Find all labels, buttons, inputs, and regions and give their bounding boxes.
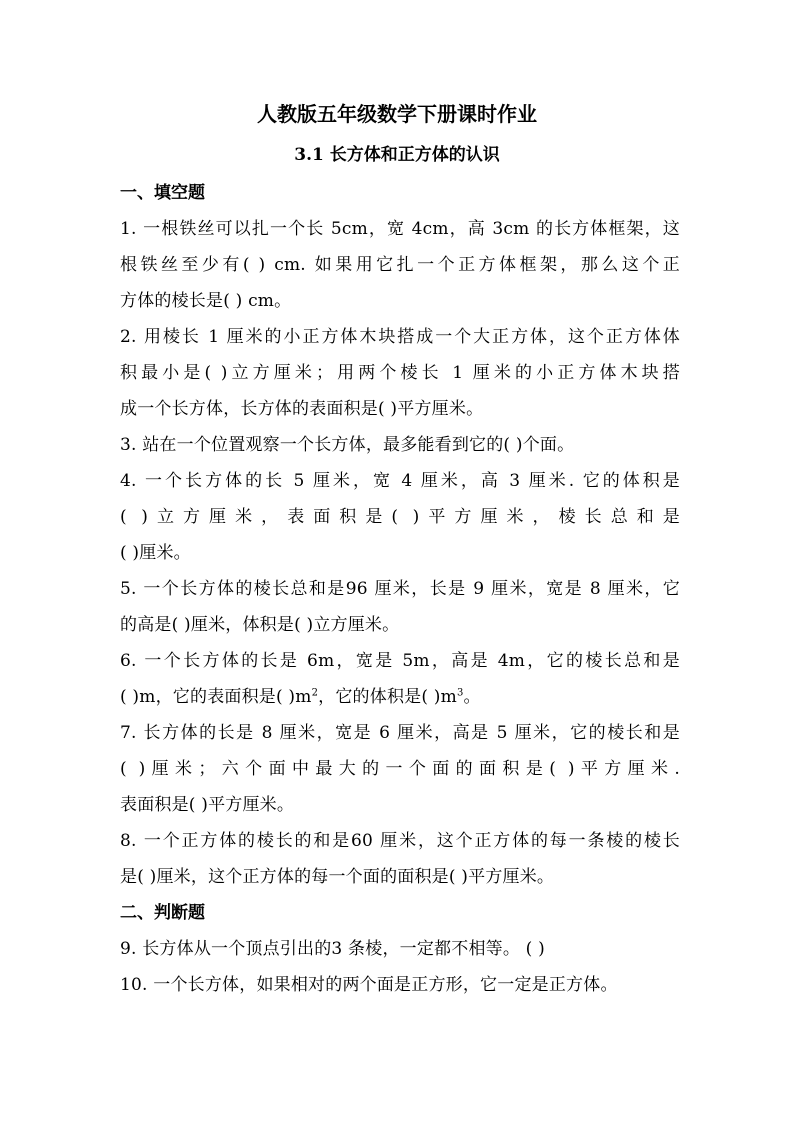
question-line: ( )立方厘米，表面积是( )平方厘米，棱长总和是 — [120, 507, 680, 527]
question-line: 积最小是( )立方厘米；用两个棱长 1 厘米的小正方体木块搭 — [120, 363, 680, 383]
question-line: 1. 一根铁丝可以扎一个长 5cm，宽 4cm，高 3cm 的长方体框架，这 — [120, 219, 680, 239]
question-line: 方体的棱长是( ) cm。 — [120, 291, 292, 311]
question-line: 9. 长方体从一个顶点引出的3 条棱，一定都不相等。 ( ) — [120, 939, 545, 959]
question-line-with-units — [120, 682, 680, 707]
question-line: 3. 站在一个位置观察一个长方体，最多能看到它的( )个面。 — [120, 435, 575, 455]
question-line: 的高是( )厘米，体积是( )立方厘米。 — [120, 615, 400, 635]
question-line: 8. 一个正方体的棱长的和是60 厘米，这个正方体的每一条棱的棱长 — [120, 831, 680, 851]
q6-text-2: ，它的体积是( )m — [318, 687, 457, 707]
section-fill-in-heading: 一、填空题 — [120, 183, 205, 203]
q6-text-3: 。 — [463, 687, 481, 707]
question-line: 4. 一个长方体的长 5 厘米，宽 4 厘米，高 3 厘米. 它的体积是 — [120, 471, 680, 491]
question-line: 根铁丝至少有( ) cm. 如果用它扎一个正方体框架，那么这个正 — [120, 255, 680, 275]
question-line: 5. 一个长方体的棱长总和是96 厘米，长是 9 厘米，宽是 8 厘米，它 — [120, 579, 680, 599]
question-line: 2. 用棱长 1 厘米的小正方体木块搭成一个大正方体，这个正方体体 — [120, 327, 680, 347]
question-line: 表面积是( )平方厘米。 — [120, 795, 295, 815]
question-line: 是( )厘米，这个正方体的每一个面的面积是( )平方厘米。 — [120, 867, 555, 887]
question-line: 10. 一个长方体，如果相对的两个面是正方形，它一定是正方体。 — [120, 975, 618, 995]
q6-text-1: ( )m，它的表面积是( )m — [120, 687, 312, 707]
page-title: 人教版五年级数学下册课时作业 — [257, 102, 537, 126]
question-line: 7. 长方体的长是 8 厘米，宽是 6 厘米，高是 5 厘米，它的棱长和是 — [120, 723, 680, 743]
question-line: 成一个长方体，长方体的表面积是( )平方厘米。 — [120, 399, 484, 419]
question-line: ( )厘米。 — [120, 543, 191, 563]
question-line: 6. 一个长方体的长是 6m，宽是 5m，高是 4m，它的棱长总和是 — [120, 651, 680, 671]
square-exponent: 2 — [311, 687, 319, 699]
lesson-subtitle: 3.1 长方体和正方体的认识 — [294, 145, 500, 165]
cube-exponent: 3 — [456, 687, 464, 699]
section-judgement-heading: 二、判断题 — [120, 903, 205, 923]
question-line: ( )厘米；六个面中最大的一个面的面积是( )平方厘米. — [120, 759, 680, 779]
